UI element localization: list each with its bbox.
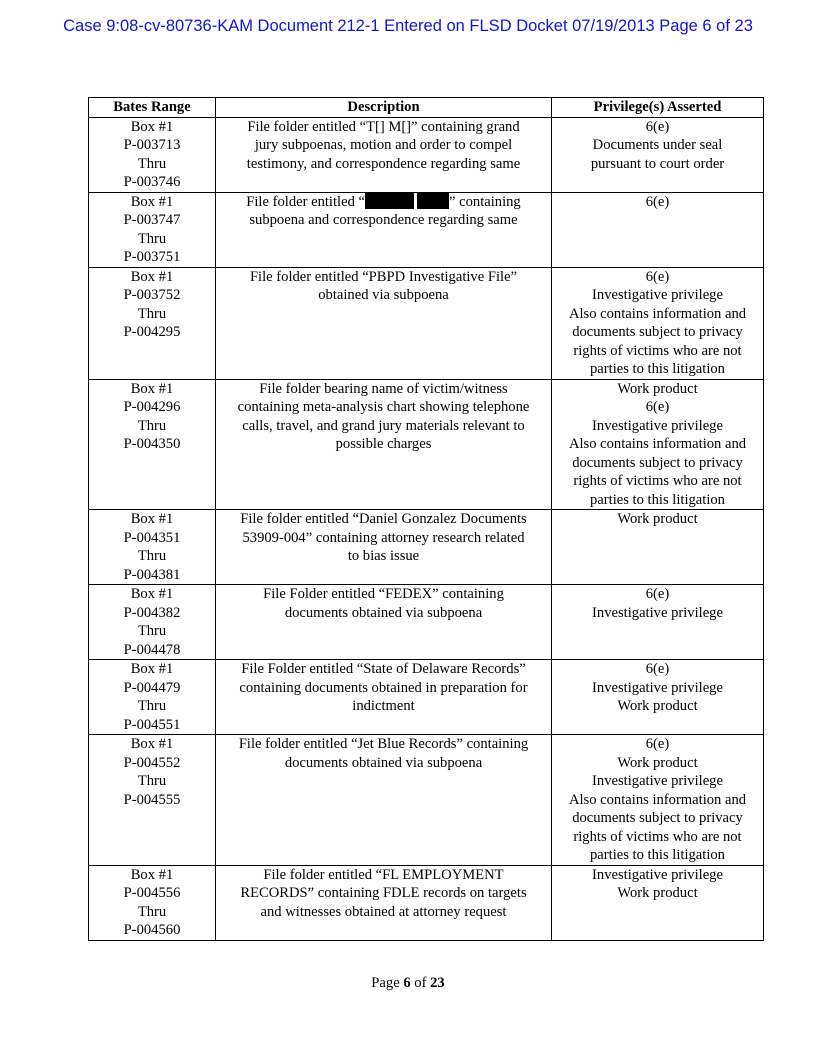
bates-line: P-004551 xyxy=(123,716,181,733)
privilege-cell xyxy=(552,117,764,192)
privilege-line: documents subject to privacy xyxy=(572,454,743,471)
bates-range-cell xyxy=(89,192,216,267)
privilege-cell xyxy=(552,865,764,940)
bates-line: Thru xyxy=(137,305,167,322)
privilege-line: Also contains information and xyxy=(568,791,747,808)
privilege-line: Investigative privilege xyxy=(592,287,723,303)
bates-line: P-004381 xyxy=(123,566,181,583)
bates-line: Thru xyxy=(137,773,167,789)
description-line: File folder entitled “Jet Blue Records” containing xyxy=(238,736,529,752)
footer-middle: of xyxy=(410,975,431,991)
bates-line: P-004479 xyxy=(123,679,181,696)
description-line: documents obtained via subpoena xyxy=(284,604,483,621)
bates-line: P-003713 xyxy=(123,137,181,153)
privilege-line: rights of victims who are not xyxy=(573,473,742,489)
bates-range-cell xyxy=(89,865,216,940)
privilege-cell xyxy=(552,660,764,735)
privilege-line: Also contains information and xyxy=(568,436,747,452)
header-row xyxy=(89,98,764,118)
description-line: possible charges xyxy=(335,436,432,452)
description-cell xyxy=(216,510,552,585)
description-line: and witnesses obtained at attorney request xyxy=(260,903,507,920)
bates-range-cell xyxy=(89,735,216,866)
description-line: File folder entitled “FL EMPLOYMENT xyxy=(263,866,504,883)
table-row xyxy=(89,510,764,585)
bates-line: P-004382 xyxy=(123,604,181,621)
privilege-cell xyxy=(552,735,764,866)
privilege-cell xyxy=(552,379,764,510)
bates-range-cell xyxy=(89,510,216,585)
redaction-block xyxy=(417,193,449,209)
description-cell xyxy=(216,379,552,510)
privilege-cell xyxy=(552,510,764,585)
bates-line: Box #1 xyxy=(130,268,174,285)
bates-line: P-004350 xyxy=(123,436,181,452)
redaction-block xyxy=(365,193,414,209)
privilege-cell xyxy=(552,585,764,660)
description-cell xyxy=(216,117,552,192)
footer-current-page: 6 xyxy=(403,975,411,991)
privilege-line: Investigative privilege xyxy=(592,866,723,883)
bates-line: Thru xyxy=(137,230,167,247)
table-row xyxy=(89,735,764,866)
bates-line: P-004295 xyxy=(123,324,181,340)
privilege-line: Also contains information and xyxy=(568,305,747,322)
description-line: testimony, and correspondence regarding same xyxy=(246,155,521,172)
privilege-line: Work product xyxy=(617,380,698,397)
description-cell xyxy=(216,865,552,940)
bates-line: P-004552 xyxy=(123,754,181,771)
description-line xyxy=(220,193,547,212)
description-line: calls, travel, and grand jury materials relevant to xyxy=(242,417,525,434)
privilege-line: parties to this litigation xyxy=(590,491,725,508)
privilege-line: 6(e) xyxy=(645,661,670,677)
bates-line: P-003751 xyxy=(123,249,181,265)
table-row xyxy=(89,192,764,267)
bates-range-cell xyxy=(89,379,216,510)
description-line: File folder entitled “PBPD Investigative File” xyxy=(249,268,518,285)
description-line: File Folder entitled “State of Delaware Records” xyxy=(241,661,526,677)
bates-line: P-004560 xyxy=(123,922,181,938)
table-row xyxy=(89,117,764,192)
header-bates-range: Bates Range xyxy=(89,98,216,118)
privilege-cell xyxy=(552,267,764,379)
privilege-line: pursuant to court order xyxy=(590,155,725,172)
bates-line: Thru xyxy=(137,548,167,564)
bates-line: Box #1 xyxy=(130,118,174,135)
privilege-line: documents subject to privacy xyxy=(572,324,743,340)
docket-stamp: Case 9:08-cv-80736-KAM Document 212-1 Entered on FLSD Docket 07/19/2013 Page 6 of 23 xyxy=(63,17,753,35)
bates-range-cell xyxy=(89,117,216,192)
description-line: jury subpoenas, motion and order to compel xyxy=(254,137,513,153)
description-cell xyxy=(216,660,552,735)
privilege-line: Investigative privilege xyxy=(592,679,723,696)
description-line: File folder bearing name of victim/witness xyxy=(259,380,508,397)
table-row xyxy=(89,660,764,735)
privilege-line: Investigative privilege xyxy=(592,604,723,621)
privilege-line: 6(e) xyxy=(645,118,670,135)
header-description: Description xyxy=(216,98,552,118)
privilege-line: 6(e) xyxy=(645,586,670,602)
description-line: File Folder entitled “FEDEX” containing xyxy=(263,586,504,602)
description-line: containing documents obtained in preparation for xyxy=(239,679,528,696)
bates-line: Thru xyxy=(137,417,167,434)
bates-line: P-004555 xyxy=(123,791,181,808)
bates-line: Thru xyxy=(137,698,167,714)
privilege-line: Documents under seal xyxy=(592,137,723,153)
privilege-line: Work product xyxy=(617,754,698,771)
footer-total-pages: 23 xyxy=(430,975,445,991)
description-cell xyxy=(216,267,552,379)
description-line: subpoena and correspondence regarding same xyxy=(249,212,518,228)
description-line: obtained via subpoena xyxy=(318,287,449,303)
bates-line: Thru xyxy=(137,903,167,920)
bates-line: Box #1 xyxy=(130,661,174,677)
description-line: File folder entitled “T[] M[]” containing grand xyxy=(247,118,520,135)
privilege-line: Investigative privilege xyxy=(592,773,723,789)
bates-line: Thru xyxy=(137,155,167,172)
description-line: containing meta-analysis chart showing telephone xyxy=(237,399,530,415)
bates-line: P-004556 xyxy=(123,885,181,901)
description-prefix: File folder entitled “ xyxy=(246,193,365,210)
privilege-line: 6(e) xyxy=(645,268,670,285)
description-cell xyxy=(216,735,552,866)
header-privileges: Privilege(s) Asserted xyxy=(552,98,764,118)
privilege-log-table xyxy=(88,97,764,941)
privilege-line: parties to this litigation xyxy=(590,361,725,377)
privilege-line: 6(e) xyxy=(645,736,670,752)
bates-line: P-004296 xyxy=(123,399,181,415)
bates-line: P-003752 xyxy=(123,287,181,303)
bates-line: P-004478 xyxy=(123,641,181,658)
privilege-line: 6(e) xyxy=(645,399,670,415)
privilege-line: 6(e) xyxy=(645,193,670,210)
bates-line: Box #1 xyxy=(130,193,174,210)
bates-line: Box #1 xyxy=(130,511,174,527)
privilege-line: Work product xyxy=(617,511,698,527)
bates-range-cell xyxy=(89,585,216,660)
description-suffix: ” containing xyxy=(449,193,521,210)
bates-line: Thru xyxy=(137,623,167,639)
bates-line: Box #1 xyxy=(130,736,174,752)
bates-line: Box #1 xyxy=(130,866,174,883)
bates-range-cell xyxy=(89,660,216,735)
description-line: indictment xyxy=(352,698,415,714)
privilege-line: documents subject to privacy xyxy=(572,810,743,826)
privilege-cell xyxy=(552,192,764,267)
description-cell xyxy=(216,192,552,267)
description-line: to bias issue xyxy=(347,548,420,564)
bates-line: Box #1 xyxy=(130,586,174,602)
description-line: RECORDS” containing FDLE records on targets xyxy=(240,885,527,901)
bates-line: P-004351 xyxy=(123,529,181,546)
description-cell xyxy=(216,585,552,660)
bates-range-cell xyxy=(89,267,216,379)
footer-prefix: Page xyxy=(371,975,404,991)
table-row xyxy=(89,585,764,660)
table-row xyxy=(89,379,764,510)
bates-line: P-003746 xyxy=(123,174,181,190)
privilege-line: rights of victims who are not xyxy=(573,342,742,359)
privilege-line: Work product xyxy=(617,885,698,901)
description-line: 53909-004” containing attorney research related xyxy=(242,529,525,546)
table-row xyxy=(89,267,764,379)
privilege-line: Investigative privilege xyxy=(592,417,723,434)
bates-line: Box #1 xyxy=(130,380,174,397)
page-footer xyxy=(0,975,816,992)
bates-line: P-003747 xyxy=(123,212,181,228)
privilege-line: rights of victims who are not xyxy=(573,828,742,845)
table-row xyxy=(89,865,764,940)
description-line: documents obtained via subpoena xyxy=(284,754,483,771)
privilege-line: parties to this litigation xyxy=(590,847,725,863)
privilege-line: Work product xyxy=(617,698,698,714)
description-line: File folder entitled “Daniel Gonzalez Documents xyxy=(240,511,527,527)
